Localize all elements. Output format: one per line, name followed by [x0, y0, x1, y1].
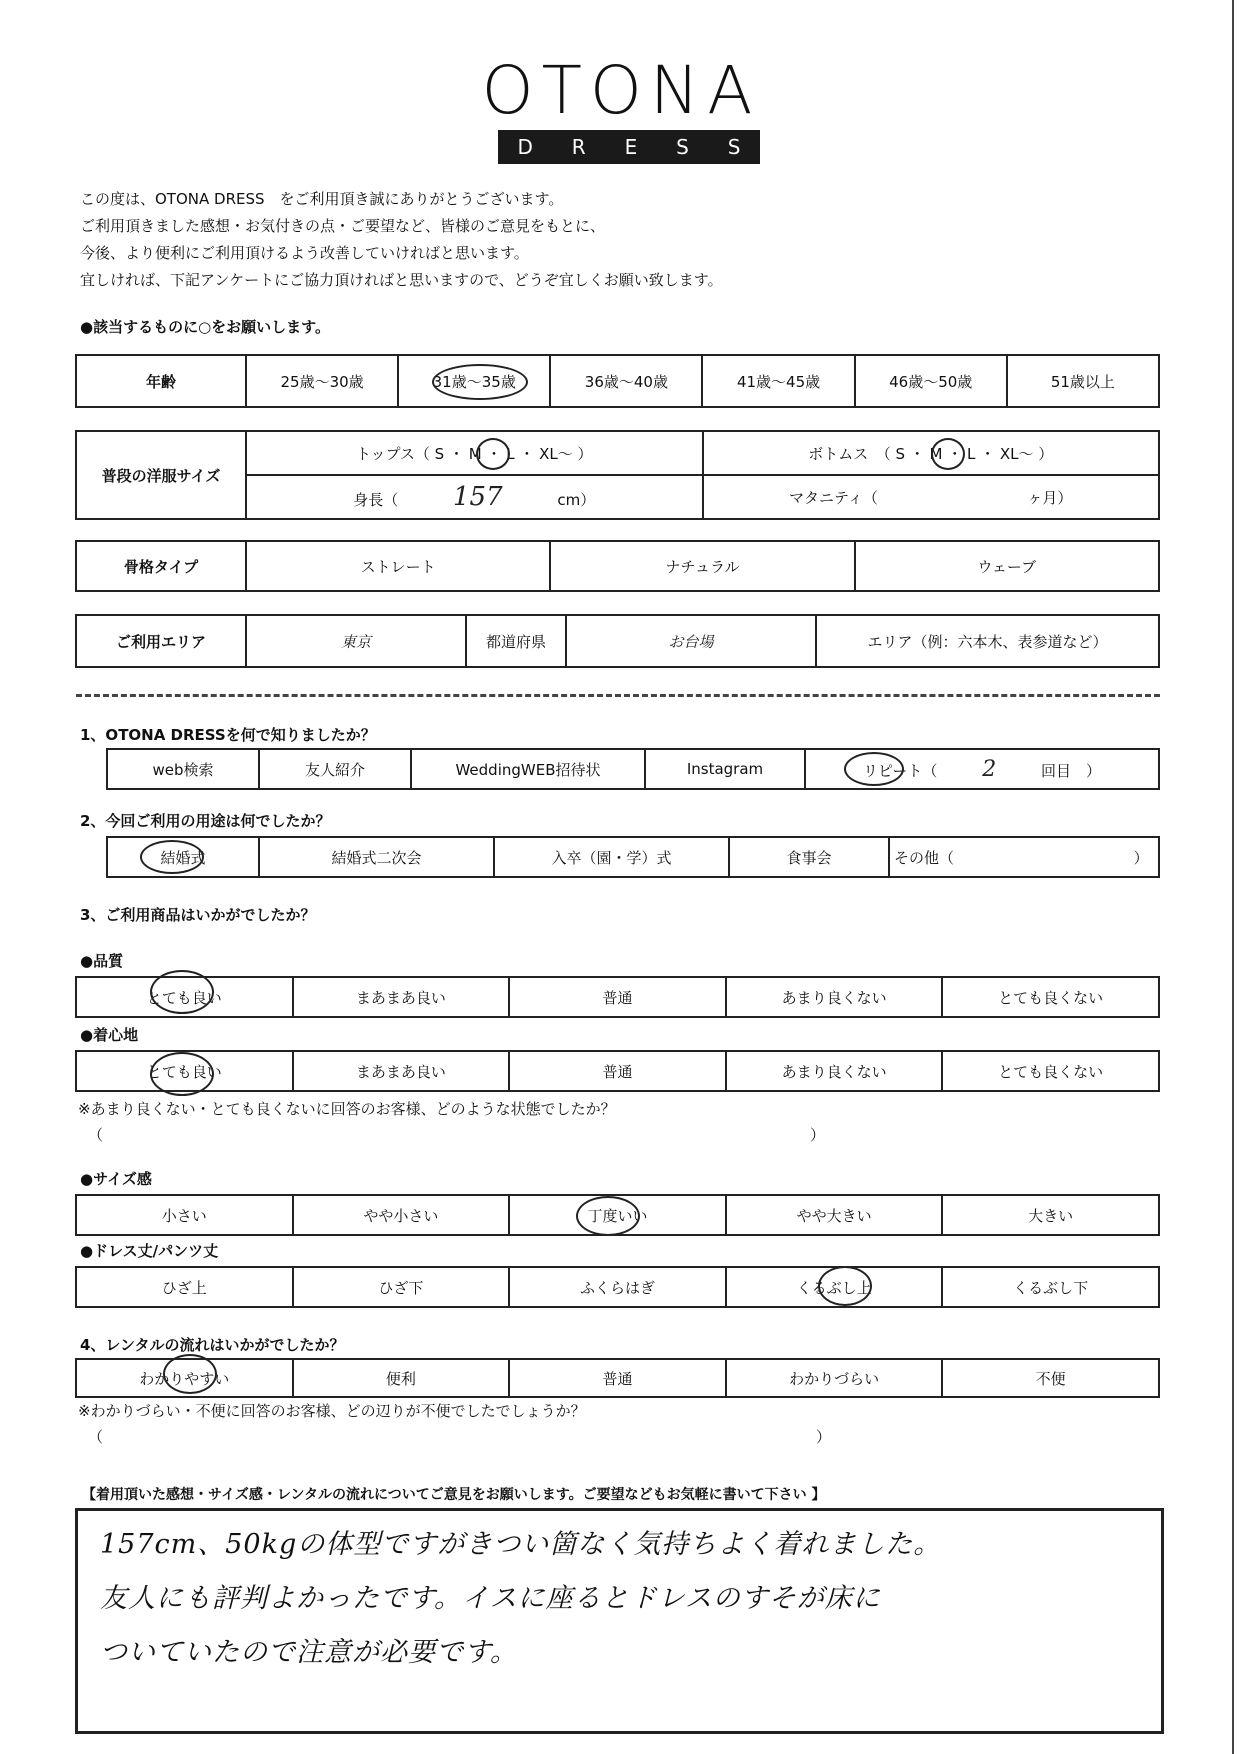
length-option-selected[interactable]: くるぶし上	[726, 1267, 943, 1307]
length-table	[75, 1266, 1160, 1308]
quality-option-selected[interactable]: とても良い	[76, 977, 293, 1017]
fit-option[interactable]: やや大きい	[726, 1195, 943, 1235]
intro-line: ご利用頂きました感想・お気付きの点・ご要望など、皆様のご意見をもとに、	[80, 217, 606, 235]
selection-circle	[150, 970, 214, 1014]
section-divider	[76, 694, 1160, 697]
height-unit: cm）	[557, 491, 596, 509]
size-label: 普段の洋服サイズ	[76, 431, 246, 519]
repeat-unit: 回目 ）	[1040, 761, 1101, 780]
maternity-field[interactable]	[703, 475, 1160, 519]
q4-heading: 4、レンタルの流れはいかがでしたか？	[80, 1336, 345, 1354]
quality-option[interactable]: まあまあ良い	[293, 977, 510, 1017]
maternity-label: マタニティ（	[789, 488, 878, 507]
age-table	[75, 354, 1160, 408]
q1-option[interactable]: Instagram	[645, 749, 805, 789]
comment-line: 157cm、50kgの体型ですがきつい箇なく気持ちよく着れました。	[100, 1529, 942, 1560]
fit-option[interactable]: やや小さい	[293, 1195, 510, 1235]
frame-label: 骨格タイプ	[76, 541, 246, 591]
quality-heading: ●品質	[80, 952, 124, 970]
selection-circle	[163, 1354, 217, 1394]
age-option[interactable]: 51歳以上	[1007, 355, 1159, 407]
logo-letter: R	[571, 135, 586, 159]
q2-option[interactable]: 入卒（園・学）式	[494, 837, 729, 877]
prefecture-value[interactable]: 東京	[246, 615, 466, 667]
length-heading: ●ドレス丈/パンツ丈	[80, 1242, 219, 1260]
fit-heading: ●サイズ感	[80, 1170, 152, 1188]
age-label: 年齢	[76, 355, 246, 407]
size-table	[75, 430, 1160, 520]
comfort-option[interactable]: とても良くない	[942, 1051, 1159, 1091]
bottoms-size[interactable]: ボトムス （ S ・ M ・ L ・ XL～ ）	[703, 431, 1160, 475]
comfort-heading: ●着心地	[80, 1026, 139, 1044]
frame-option[interactable]: ストレート	[246, 541, 550, 591]
logo-letter: S	[676, 135, 689, 159]
comfort-answer-close: ）	[810, 1126, 826, 1144]
logo-dress-bar	[498, 130, 760, 164]
fit-option-selected[interactable]: 丁度いい	[509, 1195, 726, 1235]
q1-option[interactable]: web検索	[107, 749, 259, 789]
q1-heading: 1、OTONA DRESSを何で知りましたか？	[80, 726, 376, 744]
comment-heading: 【着用頂いた感想・サイズ感・レンタルの流れについてご意見をお願いします。ご要望などもお気軽に書いて下さい 】	[82, 1487, 826, 1503]
q2-table	[106, 836, 1160, 878]
logo-letter: S	[727, 135, 741, 159]
area-hint: エリア（例：六本木、表参道など）	[816, 615, 1159, 667]
frame-option[interactable]: ナチュラル	[550, 541, 854, 591]
quality-option[interactable]: あまり良くない	[726, 977, 943, 1017]
height-field[interactable]	[246, 475, 703, 519]
comfort-option[interactable]: 普通	[509, 1051, 726, 1091]
logo-otona: OTONA	[481, 52, 761, 129]
comfort-answer-open: （	[88, 1126, 104, 1144]
comfort-note: ※あまり良くない・とても良くないに回答のお客様、どのような状態でしたか？	[78, 1100, 616, 1118]
repeat-value: 2	[982, 756, 997, 782]
comfort-option-selected[interactable]: とても良い	[76, 1051, 293, 1091]
selection-circle	[931, 438, 965, 470]
q1-option[interactable]: 友人紹介	[259, 749, 411, 789]
quality-table	[75, 976, 1160, 1018]
selection-circle	[576, 1196, 640, 1236]
intro-text	[80, 186, 723, 294]
comment-line: ついていたので注意が必要です。	[100, 1637, 518, 1668]
q4-option[interactable]: わかりづらい	[726, 1359, 943, 1397]
height-value: 157	[453, 482, 503, 512]
q1-option[interactable]: WeddingWEB招待状	[411, 749, 645, 789]
comfort-option[interactable]: あまり良くない	[726, 1051, 943, 1091]
q4-table	[75, 1358, 1160, 1398]
q4-option-selected[interactable]: わかりやすい	[76, 1359, 293, 1397]
fit-option[interactable]: 大きい	[942, 1195, 1159, 1235]
selection-circle	[140, 840, 204, 874]
q4-note: ※わかりづらい・不便に回答のお客様、どの辺りが不便でしたでしょうか？	[78, 1402, 586, 1420]
section-instruction: ●該当するものに○をお願いします。	[80, 318, 330, 336]
quality-option[interactable]: とても良くない	[942, 977, 1159, 1017]
length-option[interactable]: ひざ下	[293, 1267, 510, 1307]
area-value[interactable]: お台場	[566, 615, 816, 667]
age-option[interactable]: 25歳～30歳	[246, 355, 398, 407]
q2-heading: 2、今回ご利用の用途は何でしたか？	[80, 812, 331, 830]
area-label: ご利用エリア	[76, 615, 246, 667]
area-table	[75, 614, 1160, 668]
q4-option[interactable]: 不便	[942, 1359, 1159, 1397]
maternity-unit: ヶ月）	[1027, 488, 1073, 507]
q1-table	[106, 748, 1160, 790]
comfort-option[interactable]: まあまあ良い	[293, 1051, 510, 1091]
length-option[interactable]: ひざ上	[76, 1267, 293, 1307]
selection-circle	[150, 1052, 214, 1096]
q2-other[interactable]	[889, 837, 1159, 877]
age-option[interactable]: 41歳～45歳	[702, 355, 854, 407]
age-option[interactable]: 36歳～40歳	[550, 355, 702, 407]
fit-option[interactable]: 小さい	[76, 1195, 293, 1235]
comfort-table	[75, 1050, 1160, 1092]
length-option[interactable]: ふくらはぎ	[509, 1267, 726, 1307]
q2-option[interactable]: 食事会	[729, 837, 889, 877]
repeat-label: リピート（	[863, 761, 938, 780]
intro-line: 宜しければ、下記アンケートにご協力頂ければと思いますので、どうぞ宜しくお願い致します。	[80, 271, 723, 289]
other-close: ）	[1133, 848, 1149, 867]
intro-line: 今後、より便利にご利用頂けるよう改善していければと思います。	[80, 244, 529, 262]
q2-option-selected[interactable]: 結婚式	[107, 837, 259, 877]
selection-circle	[818, 1266, 872, 1306]
q4-answer-open: （	[88, 1428, 104, 1446]
q2-option[interactable]: 結婚式二次会	[259, 837, 494, 877]
intro-line: この度は、OTONA DRESS をご利用頂き誠にありがとうございます。	[80, 190, 564, 208]
q4-answer-close: ）	[816, 1428, 832, 1446]
q4-option[interactable]: 普通	[509, 1359, 726, 1397]
length-option[interactable]: くるぶし下	[942, 1267, 1159, 1307]
logo-letter: E	[624, 135, 638, 159]
comment-line: 友人にも評判よかったです。イスに座るとドレスのすそが床に	[100, 1583, 881, 1614]
quality-option[interactable]: 普通	[509, 977, 726, 1017]
selection-circle	[844, 752, 904, 786]
tops-size[interactable]: トップス（ S ・ M ・ L ・ XL～ ）	[246, 431, 703, 475]
selection-circle	[476, 438, 510, 470]
frame-option[interactable]: ウェーブ	[855, 541, 1159, 591]
logo-letter: D	[517, 135, 533, 159]
other-label: その他（	[894, 848, 955, 867]
age-option[interactable]: 46歳～50歳	[855, 355, 1007, 407]
page-edge-line	[1232, 0, 1234, 1754]
age-option-selected[interactable]: 31歳～35歳	[398, 355, 550, 407]
selection-circle	[432, 364, 528, 400]
frame-table	[75, 540, 1160, 592]
height-label: 身長（	[353, 491, 399, 509]
q3-heading: 3、ご利用商品はいかがでしたか？	[80, 906, 316, 924]
q4-option[interactable]: 便利	[293, 1359, 510, 1397]
prefecture-suffix: 都道府県	[466, 615, 566, 667]
